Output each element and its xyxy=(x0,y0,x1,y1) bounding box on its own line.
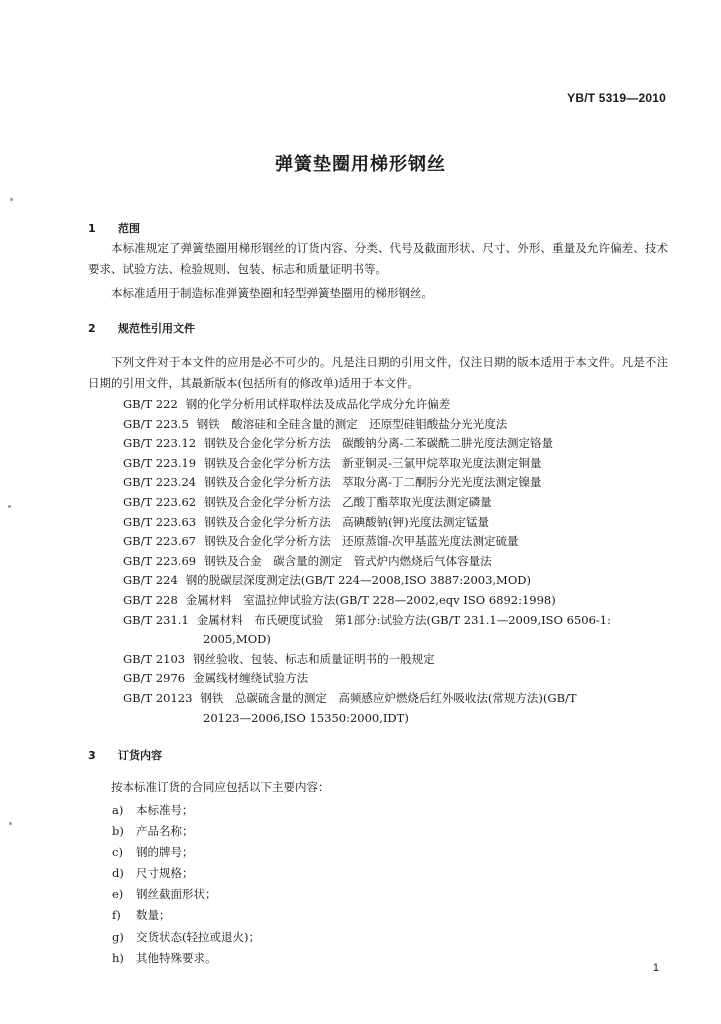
item-label: b) xyxy=(112,824,124,839)
reference-item xyxy=(88,689,678,728)
reference-item xyxy=(88,571,678,591)
list-item xyxy=(112,842,260,863)
reference-item xyxy=(88,473,678,493)
item-text: 数量； xyxy=(136,908,171,923)
item-label: h) xyxy=(112,950,124,965)
reference-code: GB/T 223.62 xyxy=(123,494,197,509)
reference-code: GB/T 223.19 xyxy=(123,455,197,470)
reference-item xyxy=(88,532,678,552)
reference-item xyxy=(88,493,678,513)
page-number: 1 xyxy=(652,962,659,974)
scan-speck xyxy=(9,822,12,825)
list-item xyxy=(112,905,260,926)
reference-item xyxy=(88,650,678,670)
section-2-heading xyxy=(88,320,195,336)
reference-code: GB/T 231.1 xyxy=(123,612,189,627)
reference-code: GB/T 223.69 xyxy=(123,553,197,568)
item-label: c) xyxy=(112,845,123,860)
reference-title: 金属材料 布氏硬度试验 第1部分:试验方法(GB/T 231.1—2009,ISO 6506-1: xyxy=(196,612,611,627)
reference-title: 钢铁及合金化学分析方法 碳酸钠分离-二苯碳酰二肼光度法测定铬量 xyxy=(204,436,553,451)
reference-code: GB/T 228 xyxy=(123,592,178,607)
order-contents-list xyxy=(112,800,260,969)
item-text: 产品名称； xyxy=(136,824,194,839)
item-label: d) xyxy=(112,866,124,881)
reference-item xyxy=(88,591,678,611)
reference-item xyxy=(88,395,678,415)
reference-title: 钢铁 酸溶硅和全硅含量的测定 还原型硅钼酸盐分光光度法 xyxy=(196,416,508,431)
item-text: 本标准号； xyxy=(136,803,194,817)
section-2-intro: 下列文件对于本文件的应用是必不可少的。凡是注日期的引用文件，仅注日期的版本适用于本文件。凡是不注日期的引用文件，其最新版本(包括所有的修改单)适用于本文件。 xyxy=(88,355,668,390)
reference-code: GB/T 224 xyxy=(123,573,178,588)
reference-item xyxy=(88,434,678,454)
reference-item xyxy=(88,611,678,650)
section-number: 3 xyxy=(88,749,96,762)
reference-item xyxy=(88,669,678,689)
section-title: 规范性引用文件 xyxy=(118,322,195,335)
reference-code: GB/T 223.67 xyxy=(123,534,197,549)
reference-title-continuation: 2005,MOD) xyxy=(203,632,271,647)
reference-code: GB/T 223.24 xyxy=(123,475,197,490)
reference-code: GB/T 223.12 xyxy=(123,436,197,451)
section-number: 1 xyxy=(88,222,96,235)
item-text: 钢的牌号； xyxy=(136,845,194,860)
item-label: a) xyxy=(112,803,124,817)
item-text: 其他特殊要求。 xyxy=(136,950,217,965)
reference-code: GB/T 222 xyxy=(123,397,178,411)
section-1-paragraph-2: 本标准适用于制造标准弹簧垫圈和轻型弹簧垫圈用的梯形钢丝。 xyxy=(111,286,433,300)
scan-speck xyxy=(8,505,11,508)
section-title: 范围 xyxy=(118,222,140,235)
item-label: f) xyxy=(112,908,121,923)
reference-item xyxy=(88,552,678,572)
reference-title: 钢铁及合金化学分析方法 萃取分离-丁二酮肟分光光度法测定镍量 xyxy=(204,475,542,490)
normative-references-list xyxy=(88,395,678,728)
list-item xyxy=(112,948,260,969)
section-3-intro: 按本标准订货的合同应包括以下主要内容： xyxy=(111,780,330,794)
list-item xyxy=(112,863,260,884)
reference-item xyxy=(88,415,678,435)
reference-title: 钢铁及合金 碳含量的测定 管式炉内燃烧后气体容量法 xyxy=(204,553,492,568)
list-item xyxy=(112,800,260,821)
list-item xyxy=(112,927,260,948)
item-text: 尺寸规格； xyxy=(136,866,194,881)
reference-title: 钢丝验收、包装、标志和质量证明书的一般规定 xyxy=(193,651,435,666)
section-3-heading xyxy=(88,747,162,763)
reference-code: GB/T 223.5 xyxy=(123,416,189,431)
scan-speck xyxy=(10,198,13,201)
reference-code: GB/T 223.63 xyxy=(123,514,197,529)
item-text: 交货状态(轻拉或退火)； xyxy=(136,929,260,944)
reference-item xyxy=(88,454,678,474)
reference-title: 金属材料 室温拉伸试验方法(GB/T 228—2002,eqv ISO 6892:1998) xyxy=(185,592,556,607)
section-title: 订货内容 xyxy=(118,749,162,762)
reference-title: 金属线材缠绕试验方法 xyxy=(193,671,309,686)
reference-title: 钢的化学分析用试样取样法及成品化学成分允许偏差 xyxy=(185,397,451,411)
document-title: 弹簧垫圈用梯形钢丝 xyxy=(275,154,446,175)
reference-title: 钢铁及合金化学分析方法 还原蒸馏-次甲基蓝光度法测定硫量 xyxy=(204,534,519,549)
reference-title: 钢铁及合金化学分析方法 乙酸丁酯萃取光度法测定磷量 xyxy=(204,494,492,509)
list-item xyxy=(112,821,260,842)
list-item xyxy=(112,884,260,905)
reference-code: GB/T 20123 xyxy=(123,690,193,705)
item-text: 钢丝截面形状； xyxy=(136,887,217,902)
section-1-paragraph-1: 本标准规定了弹簧垫圈用梯形钢丝的订货内容、分类、代号及截面形状、尺寸、外形、重量及允许偏差、技术要求、试验方法、检验规则、包装、标志和质量证明书等。 xyxy=(88,241,668,276)
reference-title-continuation: 20123—2006,ISO 15350:2000,IDT) xyxy=(203,710,409,725)
item-label: e) xyxy=(112,887,124,902)
reference-code: GB/T 2976 xyxy=(123,671,186,686)
reference-code: GB/T 2103 xyxy=(123,651,186,666)
reference-item xyxy=(88,513,678,533)
item-label: g) xyxy=(112,929,124,944)
reference-title: 钢铁及合金化学分析方法 新亚铜灵-三氯甲烷萃取光度法测定铜量 xyxy=(204,455,542,470)
section-number: 2 xyxy=(88,322,96,335)
reference-title: 钢铁及合金化学分析方法 高碘酸钠(钾)光度法测定锰量 xyxy=(204,514,490,529)
standard-code: YB/T 5319—2010 xyxy=(567,91,666,105)
reference-title: 钢铁 总碳硫含量的测定 高频感应炉燃烧后红外吸收法(常规方法)(GB/T xyxy=(200,690,577,705)
section-1-heading xyxy=(88,220,140,236)
reference-title: 钢的脱碳层深度测定法(GB/T 224—2008,ISO 3887:2003,MOD) xyxy=(185,573,531,588)
